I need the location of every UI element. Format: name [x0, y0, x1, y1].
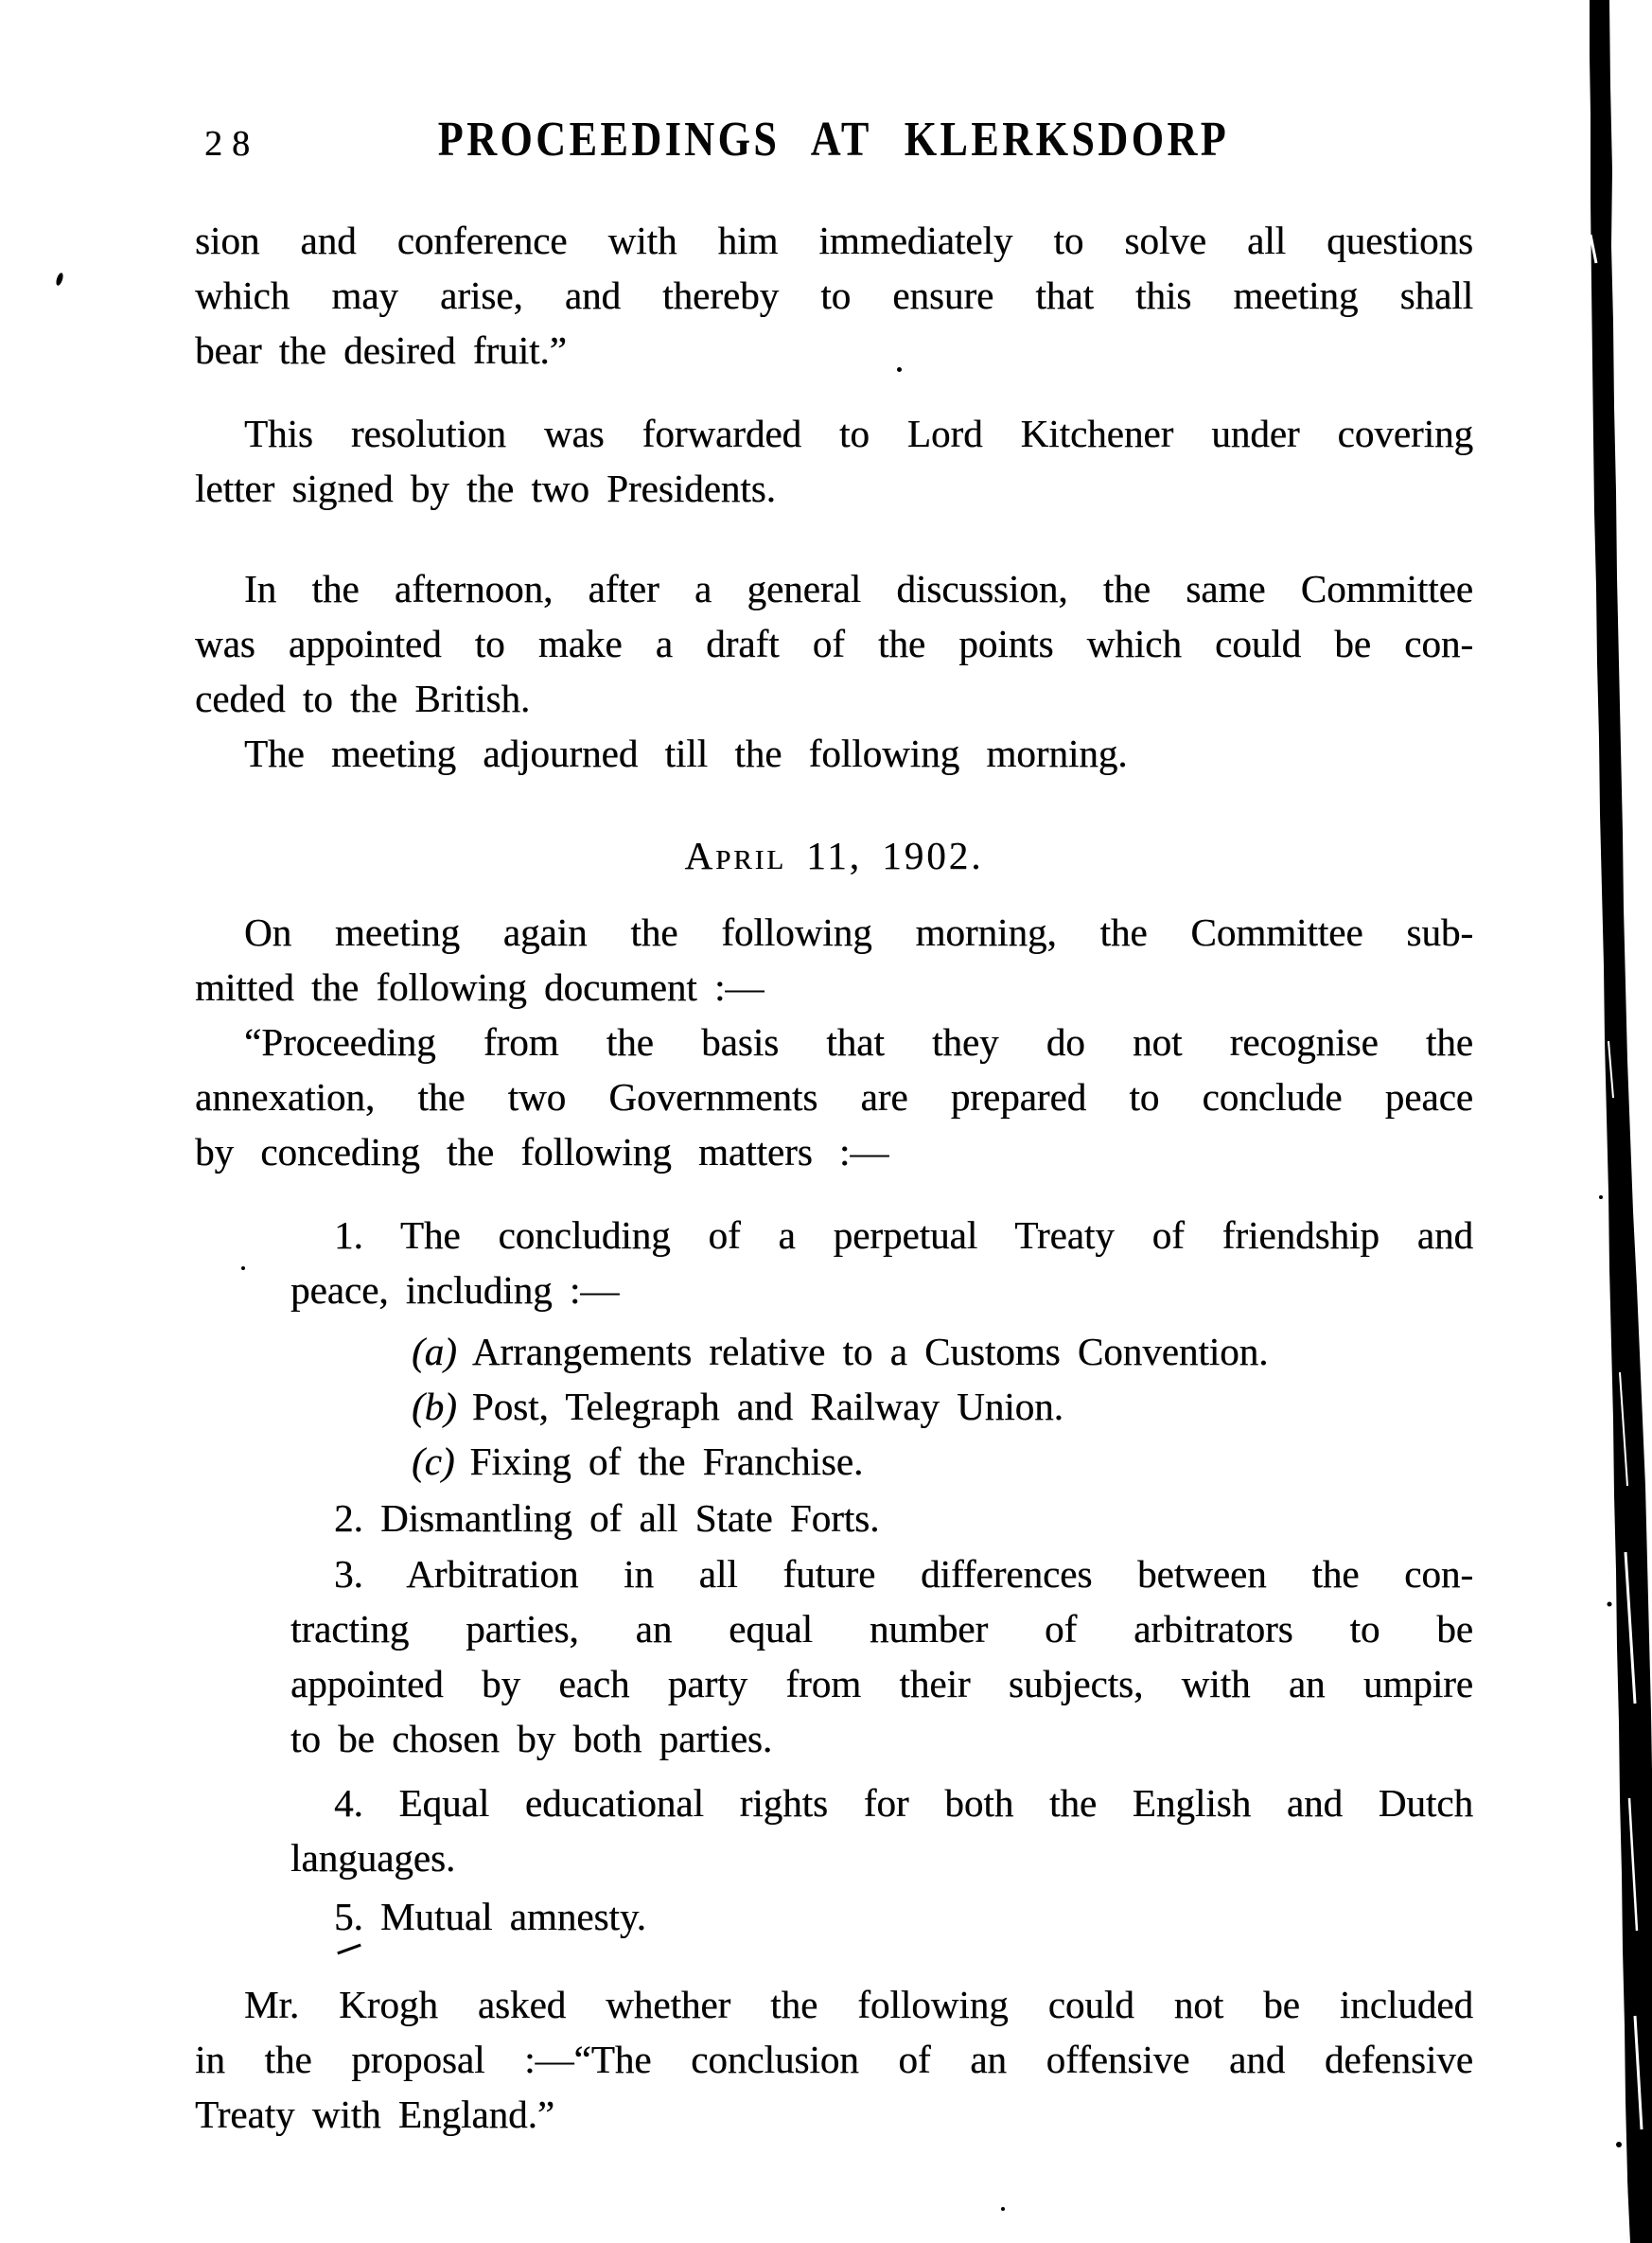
scan-speck — [55, 272, 64, 286]
paragraph — [195, 561, 1473, 726]
list-item-5 — [290, 1889, 1473, 1944]
sub-item-text: Arrangements relative to a Customs Convention. — [471, 1330, 1269, 1373]
text-line: The meeting adjourned till the following morning. — [244, 732, 1128, 775]
text-line: appointed by each party from their subjects, with an umpire — [290, 1662, 1473, 1705]
sub-item-c — [412, 1434, 1473, 1489]
text-line: ceded to the British. — [195, 677, 531, 720]
paragraph — [195, 1015, 1473, 1179]
text-line: annexation, the two Governments are prepared to conclude peace — [195, 1075, 1473, 1119]
paragraph — [195, 406, 1473, 516]
scan-speck — [1001, 2207, 1005, 2211]
scan-speck — [241, 1266, 245, 1270]
text-line: languages. — [290, 1836, 456, 1880]
page-text-column — [195, 213, 1473, 2142]
paragraph — [195, 1977, 1473, 2142]
text-line: mitted the following document :— — [195, 965, 764, 1009]
text-line: In the afternoon, after a general discussion, the same Committee — [244, 567, 1473, 610]
list-item-4 — [290, 1775, 1473, 1885]
paragraph — [195, 905, 1473, 1015]
paragraph — [195, 213, 1473, 378]
list-item-1 — [290, 1208, 1473, 1317]
date-heading: April 11, 1902. — [684, 834, 984, 877]
text-line: This resolution was forwarded to Lord Kitchener under covering — [244, 412, 1473, 455]
text-line: bear the desired fruit.” — [195, 328, 567, 372]
text-line: letter signed by the two Presidents. — [195, 467, 776, 510]
sub-item-text: Fixing of the Franchise. — [469, 1439, 864, 1483]
page-gutter-shadow — [1514, 0, 1652, 2243]
sub-item-label: (c) — [412, 1439, 455, 1483]
text-line: peace, including :— — [290, 1268, 620, 1312]
text-line: which may arise, and thereby to ensure that this meeting shall — [195, 274, 1473, 317]
text-line: 2. Dismantling of all State Forts. — [334, 1496, 880, 1540]
text-line: Treaty with England.” — [195, 2093, 555, 2136]
sub-item-label: (a) — [412, 1330, 457, 1373]
page-number: 28 — [204, 124, 259, 164]
text-line: tracting parties, an equal number of arbitrators to be — [290, 1607, 1473, 1651]
sub-item-text: Post, Telegraph and Railway Union. — [471, 1385, 1063, 1428]
text-line: 3. Arbitration in all future differences between the con- — [334, 1552, 1473, 1596]
list-item-2 — [290, 1491, 1473, 1545]
text-line: in the proposal :—“The conclusion of an offensive and defensive — [195, 2038, 1473, 2081]
sub-item-label: (b) — [412, 1385, 457, 1428]
text-line: to be chosen by both parties. — [290, 1717, 773, 1760]
list-sub-items — [195, 1324, 1473, 1489]
text-line: On meeting again the following morning, the Committee sub- — [244, 910, 1473, 954]
list-item-3 — [290, 1546, 1473, 1766]
running-header — [195, 112, 1473, 168]
text-line: 1. The concluding of a perpetual Treaty of friendship and — [334, 1213, 1473, 1257]
text-line: 4. Equal educational rights for both the English and Dutch — [334, 1781, 1473, 1825]
text-line: was appointed to make a draft of the points which could be con- — [195, 622, 1473, 665]
page-title: PROCEEDINGS AT KLERKSDORP — [438, 113, 1230, 167]
sub-item-a — [412, 1324, 1473, 1379]
sub-item-b — [412, 1379, 1473, 1434]
scan-speck — [897, 367, 902, 372]
text-line: 5. Mutual amnesty. — [334, 1895, 646, 1938]
text-line: sion and conference with him immediately to solve all questions — [195, 219, 1473, 262]
text-line: Mr. Krogh asked whether the following could not be included — [244, 1983, 1473, 2026]
paragraph — [195, 726, 1473, 781]
text-line: “Proceeding from the basis that they do not recognise the — [244, 1020, 1473, 1064]
text-line: by conceding the following matters :— — [195, 1130, 889, 1174]
